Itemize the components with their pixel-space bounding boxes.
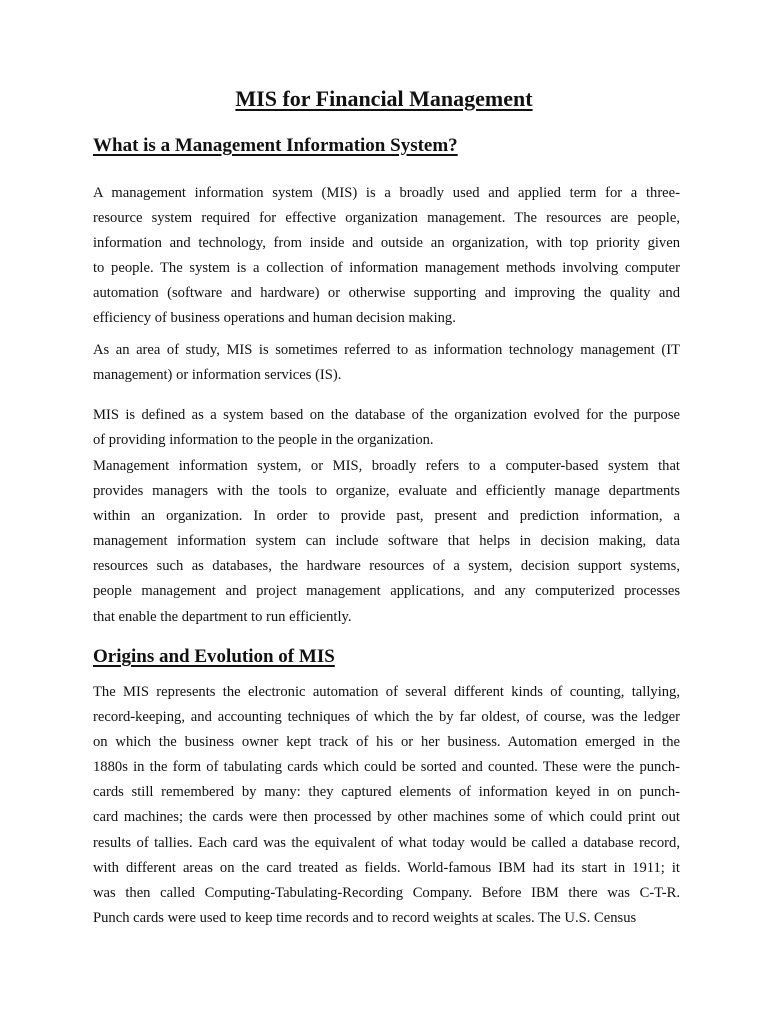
section-heading-origins: Origins and Evolution of MIS — [93, 646, 335, 667]
text-line: record-keeping, and accounting techniques of which the by far oldest, of course, was the ledger — [93, 709, 680, 726]
text-line: cards still remembered by many: they captured elements of information keyed in on punch- — [93, 784, 680, 801]
text-line: to people. The system is a collection of information management methods involving computer — [93, 260, 680, 277]
text-line: MIS is defined as a system based on the database of the organization evolved for the purpose — [93, 407, 680, 423]
text-line: provides managers with the tools to organize, evaluate and efficiently manage departments — [93, 483, 680, 500]
paragraph — [93, 454, 680, 630]
text-line: management information system can include software that helps in decision making, data — [93, 533, 680, 550]
section-heading-what-is-mis: What is a Management Information System? — [93, 135, 458, 156]
paragraph — [93, 680, 680, 931]
text-line: 1880s in the form of tabulating cards which could be sorted and counted. These were the punch- — [93, 759, 680, 776]
text-line: management) or information services (IS). — [93, 367, 342, 384]
text-line: within an organization. In order to provide past, present and prediction information, a — [93, 508, 680, 525]
text-line: resources such as databases, the hardware resources of a system, decision support systems, — [93, 558, 680, 575]
document-title: MIS for Financial Management — [235, 86, 533, 111]
text-line: people management and project management applications, and any computerized processes — [93, 583, 680, 600]
paragraph — [93, 181, 680, 332]
paragraph — [93, 338, 680, 388]
text-line: The MIS represents the electronic automation of several different kinds of counting, tallying, — [93, 684, 680, 700]
text-line: of providing information to the people in the organization. — [93, 432, 434, 449]
text-line: card machines; the cards were then processed by other machines some of which could print out — [93, 809, 680, 826]
text-line: Management information system, or MIS, broadly refers to a computer-based system that — [93, 458, 680, 474]
text-line: on which the business owner kept track of his or her business. Automation emerged in the — [93, 734, 680, 751]
text-line: results of tallies. Each card was the equivalent of what today would be called a database record, — [93, 834, 680, 851]
text-line: was then called Computing-Tabulating-Recording Company. Before IBM there was C-T-R. — [93, 884, 680, 901]
text-line: that enable the department to run efficiently. — [93, 608, 352, 625]
paragraph — [93, 403, 680, 453]
text-line: with different areas on the card treated as fields. World-famous IBM had its start in 1911; it — [93, 859, 680, 876]
text-line: information and technology, from inside and outside an organization, with top priority given — [93, 235, 680, 252]
text-line: resource system required for effective organization management. The resources are people, — [93, 210, 680, 227]
text-line: efficiency of business operations and human decision making. — [93, 310, 456, 327]
text-line: A management information system (MIS) is a broadly used and applied term for a three- — [93, 185, 680, 201]
text-line: automation (software and hardware) or otherwise supporting and improving the quality and — [93, 285, 680, 302]
text-line: As an area of study, MIS is sometimes referred to as information technology management (IT — [93, 342, 680, 358]
text-line: Punch cards were used to keep time records and to record weights at scales. The U.S. Census — [93, 909, 637, 926]
